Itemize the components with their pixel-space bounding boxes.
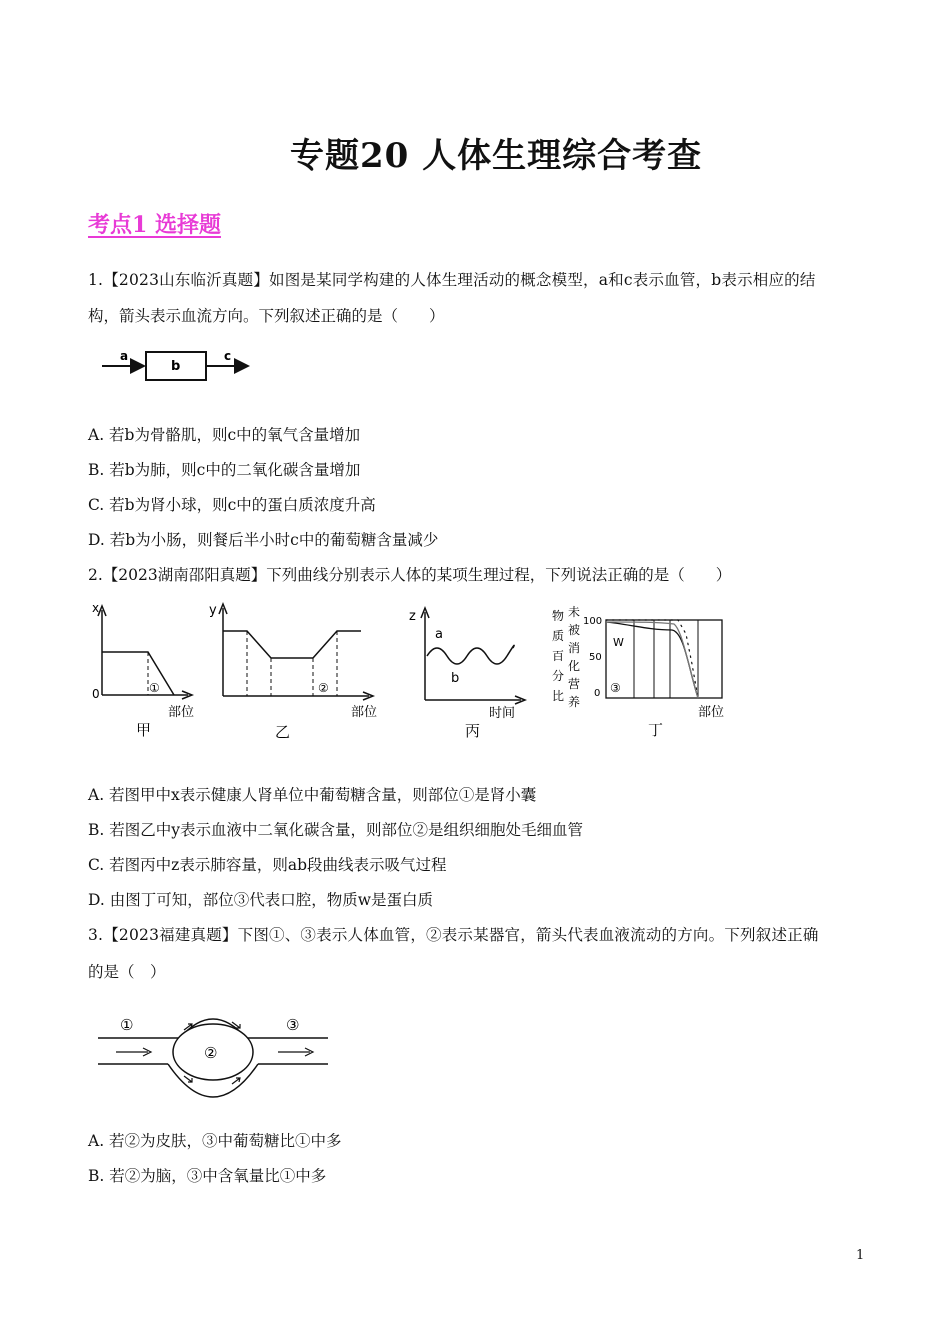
q1-diagram (100, 344, 290, 394)
ding-ylabel-col1 (552, 608, 564, 703)
q1-option-a: A. 若b为骨骼肌，则c中的氧气含量增加 (88, 426, 361, 444)
graph-bing (405, 600, 530, 745)
yi-xlabel: 部位 (351, 705, 378, 720)
jia-ylabel: x (92, 601, 100, 615)
ding-tick-100: 100 (583, 616, 603, 627)
q1-stem-line2: 构，箭头表示血流方向。下列叙述正确的是（ ） (88, 307, 445, 325)
jia-marker: ① (149, 681, 160, 695)
bing-b: b (451, 671, 460, 686)
yi-caption: 乙 (275, 723, 291, 741)
ding-marker: ③ (610, 681, 621, 695)
ding-tick-50: 50 (589, 652, 602, 663)
svg-text:化: 化 (568, 659, 581, 673)
ding-caption: 丁 (648, 721, 664, 739)
ding-w-label: W (613, 636, 624, 649)
q2-option-d: D. 由图丁可知，部位③代表口腔，物质w是蛋白质 (88, 891, 433, 909)
svg-text:消: 消 (568, 641, 581, 655)
q3-marker-3: ③ (286, 1016, 300, 1034)
jia-curve (102, 652, 174, 695)
graph-yi (205, 600, 385, 745)
q3-diagram (96, 1006, 332, 1116)
page-title: 专题20 人体生理综合考查 (290, 136, 703, 176)
svg-text:质: 质 (552, 629, 565, 643)
yi-ylabel: y (209, 603, 217, 618)
svg-text:未: 未 (568, 605, 581, 619)
svg-text:物: 物 (552, 609, 565, 623)
svg-text:比: 比 (552, 689, 565, 703)
page-number: 1 (856, 1248, 865, 1263)
label-b: b (171, 359, 181, 374)
svg-text:分: 分 (552, 669, 565, 683)
q2-option-c: C. 若图丙中z表示肺容量，则ab段曲线表示吸气过程 (88, 856, 447, 874)
q3-option-b: B. 若②为脑，③中含氧量比①中多 (88, 1167, 327, 1185)
q2-stem-line1: 2.【2023湖南邵阳真题】下列曲线分别表示人体的某项生理过程，下列说法正确的是（ ） (88, 566, 732, 584)
q2-option-a: A. 若图甲中x表示健康人肾单位中葡萄糖含量，则部位①是肾小囊 (88, 786, 537, 804)
svg-text:养: 养 (568, 695, 581, 709)
graph-ding (548, 604, 738, 746)
ding-tick-0: 0 (594, 688, 601, 699)
q3-marker-2: ② (204, 1044, 218, 1062)
q2-option-b: B. 若图乙中y表示血液中二氧化碳含量，则部位②是组织细胞处毛细血管 (88, 821, 584, 839)
label-a: a (120, 349, 129, 363)
yi-marker: ② (318, 681, 329, 695)
q1-option-b: B. 若b为肺，则c中的二氧化碳含量增加 (88, 461, 361, 479)
q3-marker-1: ① (120, 1016, 134, 1034)
jia-caption: 甲 (136, 721, 152, 739)
q1-stem-line1: 1.【2023山东临沂真题】如图是某同学构建的人体生理活动的概念模型，a和c表示血管，b表示相应的结 (88, 271, 816, 289)
bing-caption: 丙 (465, 722, 481, 740)
yi-curve (223, 631, 361, 658)
graph-jia (88, 600, 208, 745)
svg-text:营: 营 (568, 677, 581, 691)
q1-option-d: D. 若b为小肠，则餐后半小时c中的葡萄糖含量减少 (88, 531, 439, 549)
bing-xlabel: 时间 (489, 706, 516, 721)
q1-option-c: C. 若b为肾小球，则c中的蛋白质浓度升高 (88, 496, 376, 514)
ding-ylabel-col2 (568, 604, 580, 709)
bing-wave (427, 645, 514, 664)
q3-stem-line1: 3.【2023福建真题】下图①、③表示人体血管，②表示某器官，箭头代表血液流动的方向。下列叙述正确 (88, 926, 819, 944)
bing-ylabel: z (409, 609, 416, 624)
section-heading: 考点1 选择题 (88, 212, 221, 238)
jia-xlabel: 部位 (168, 705, 195, 720)
q3-option-a: A. 若②为皮肤，③中葡萄糖比①中多 (88, 1132, 342, 1150)
q3-stem-line2: 的是（ ） (88, 963, 166, 981)
bing-a: a (435, 627, 443, 642)
label-c: c (224, 349, 232, 363)
svg-text:被: 被 (568, 623, 581, 637)
jia-zero: 0 (92, 687, 100, 701)
svg-text:百: 百 (552, 649, 565, 663)
ding-xlabel: 部位 (698, 705, 725, 720)
